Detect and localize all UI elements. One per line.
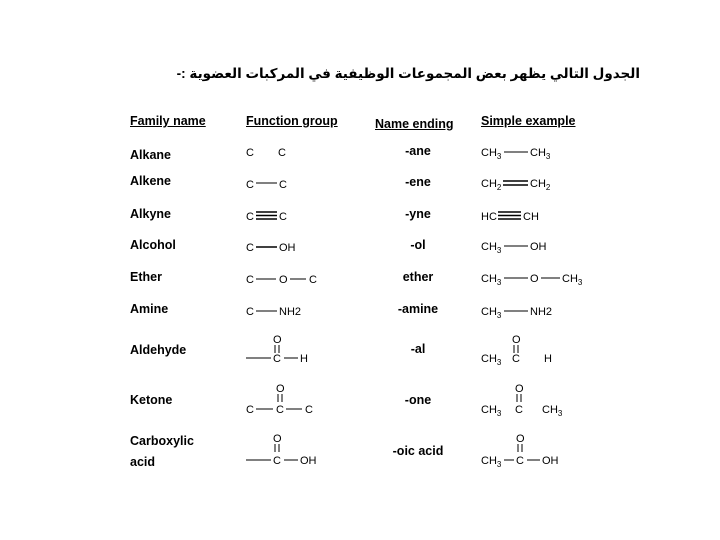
svg-text:O: O: [516, 433, 525, 445]
svg-text:C: C: [246, 242, 254, 254]
header-simple-example: Simple example: [481, 114, 576, 128]
ex-carboxylic: [481, 433, 559, 469]
family-aldehyde: Aldehyde: [130, 343, 187, 357]
family-ketone: Ketone: [130, 393, 173, 407]
svg-text:C: C: [273, 455, 281, 467]
header-name-ending: Name ending: [375, 117, 454, 131]
svg-text:OH: OH: [279, 242, 296, 254]
svg-text:CH3: $CH_3$: [481, 241, 502, 255]
svg-text:CH3: $CH_3$: [481, 147, 502, 161]
svg-text:C: C: [305, 404, 313, 416]
svg-text:CH3: $CH_3$: [481, 455, 502, 469]
svg-text:CH3: $CH_3$: [542, 404, 563, 418]
svg-text:OH: OH: [542, 455, 559, 467]
svg-text:C: C: [276, 404, 284, 416]
svg-text:O: O: [273, 433, 282, 445]
ex-ether: [481, 273, 583, 287]
svg-text:O: O: [276, 383, 285, 395]
family-carboxylic-line1: Carboxylic: [130, 434, 194, 448]
ex-alkene: [481, 178, 551, 192]
fg-ether: [246, 274, 317, 286]
fg-alkene: [246, 179, 287, 191]
ex-amine: [481, 306, 552, 320]
svg-text:O: O: [512, 334, 521, 346]
intro-text: الجدول التالي يظهر بعض المجموعات الوظيفية في المركبات العضوية :-: [176, 66, 640, 81]
fg-carboxylic: [246, 433, 317, 467]
family-amine: Amine: [130, 302, 169, 316]
svg-text:CH3: $CH_3$: [562, 273, 583, 287]
ending-al: -al: [410, 342, 426, 356]
fg-amine: [246, 306, 301, 318]
svg-text:C: C: [246, 179, 254, 191]
svg-text:OH: OH: [530, 241, 547, 253]
svg-text:C: C: [515, 404, 523, 416]
family-alkyne: Alkyne: [130, 207, 171, 221]
family-carboxylic-line2: acid: [130, 455, 156, 469]
svg-text:H: H: [544, 353, 552, 365]
svg-text:CH3: $CH_3$: [481, 404, 502, 418]
svg-text:CH3: $CH_3$: [530, 147, 551, 161]
ending-oic-acid: -oic acid: [392, 444, 444, 458]
svg-text:C: C: [278, 147, 286, 159]
svg-text:C: C: [279, 179, 287, 191]
ex-alkane: [481, 147, 551, 161]
svg-text:C: C: [246, 306, 254, 318]
ending-yne: -yne: [405, 207, 431, 221]
family-alkane: Alkane: [130, 148, 171, 162]
ex-alkyne: [481, 211, 539, 223]
ending-ane: -ane: [405, 144, 431, 158]
svg-text:C: C: [512, 353, 520, 365]
svg-text:C: C: [246, 274, 254, 286]
svg-text:O: O: [273, 334, 282, 346]
fg-alkyne: [246, 211, 287, 223]
fg-alcohol: [246, 242, 296, 254]
family-alcohol: Alcohol: [130, 238, 176, 252]
svg-text:C: C: [246, 147, 254, 159]
ending-ene: -ene: [405, 175, 431, 189]
fg-alkane: [246, 147, 286, 159]
ex-alcohol: [481, 241, 547, 255]
svg-text:C: C: [246, 211, 254, 223]
svg-text:CH: CH: [523, 211, 539, 223]
svg-text:NH2: NH2: [279, 306, 302, 318]
family-alkene: Alkene: [130, 174, 171, 188]
svg-text:NH2: NH2: [530, 306, 553, 318]
svg-text:C: C: [309, 274, 317, 286]
svg-text:CH3: $CH_3$: [481, 306, 502, 320]
ending-ol: -ol: [410, 238, 426, 252]
svg-text:C: C: [516, 455, 524, 467]
ending-amine: -amine: [397, 302, 439, 316]
fg-ketone: [246, 383, 313, 416]
svg-text:C: C: [273, 353, 281, 365]
svg-text:O: O: [279, 274, 288, 286]
svg-text:O: O: [530, 273, 539, 285]
svg-text:CH3: $CH_3$: [481, 273, 502, 287]
ex-ketone: [481, 383, 563, 418]
svg-text:OH: OH: [300, 455, 317, 467]
svg-text:CH3: $CH_3$: [481, 353, 502, 367]
svg-text:H: H: [300, 353, 308, 365]
svg-text:C: C: [246, 404, 254, 416]
svg-text:CH2: $CH_2$: [481, 178, 502, 192]
svg-text:HC: HC: [481, 211, 497, 223]
svg-text:CH2: $CH_2$: [530, 178, 551, 192]
svg-text:O: O: [515, 383, 524, 395]
header-function-group: Function group: [246, 114, 338, 128]
ex-aldehyde: [481, 334, 552, 367]
family-ether: Ether: [130, 270, 162, 284]
header-family-name: Family name: [130, 114, 206, 128]
ending-one: -one: [404, 393, 432, 407]
fg-aldehyde: [246, 334, 308, 365]
ending-ether: ether: [402, 270, 434, 284]
svg-text:C: C: [279, 211, 287, 223]
